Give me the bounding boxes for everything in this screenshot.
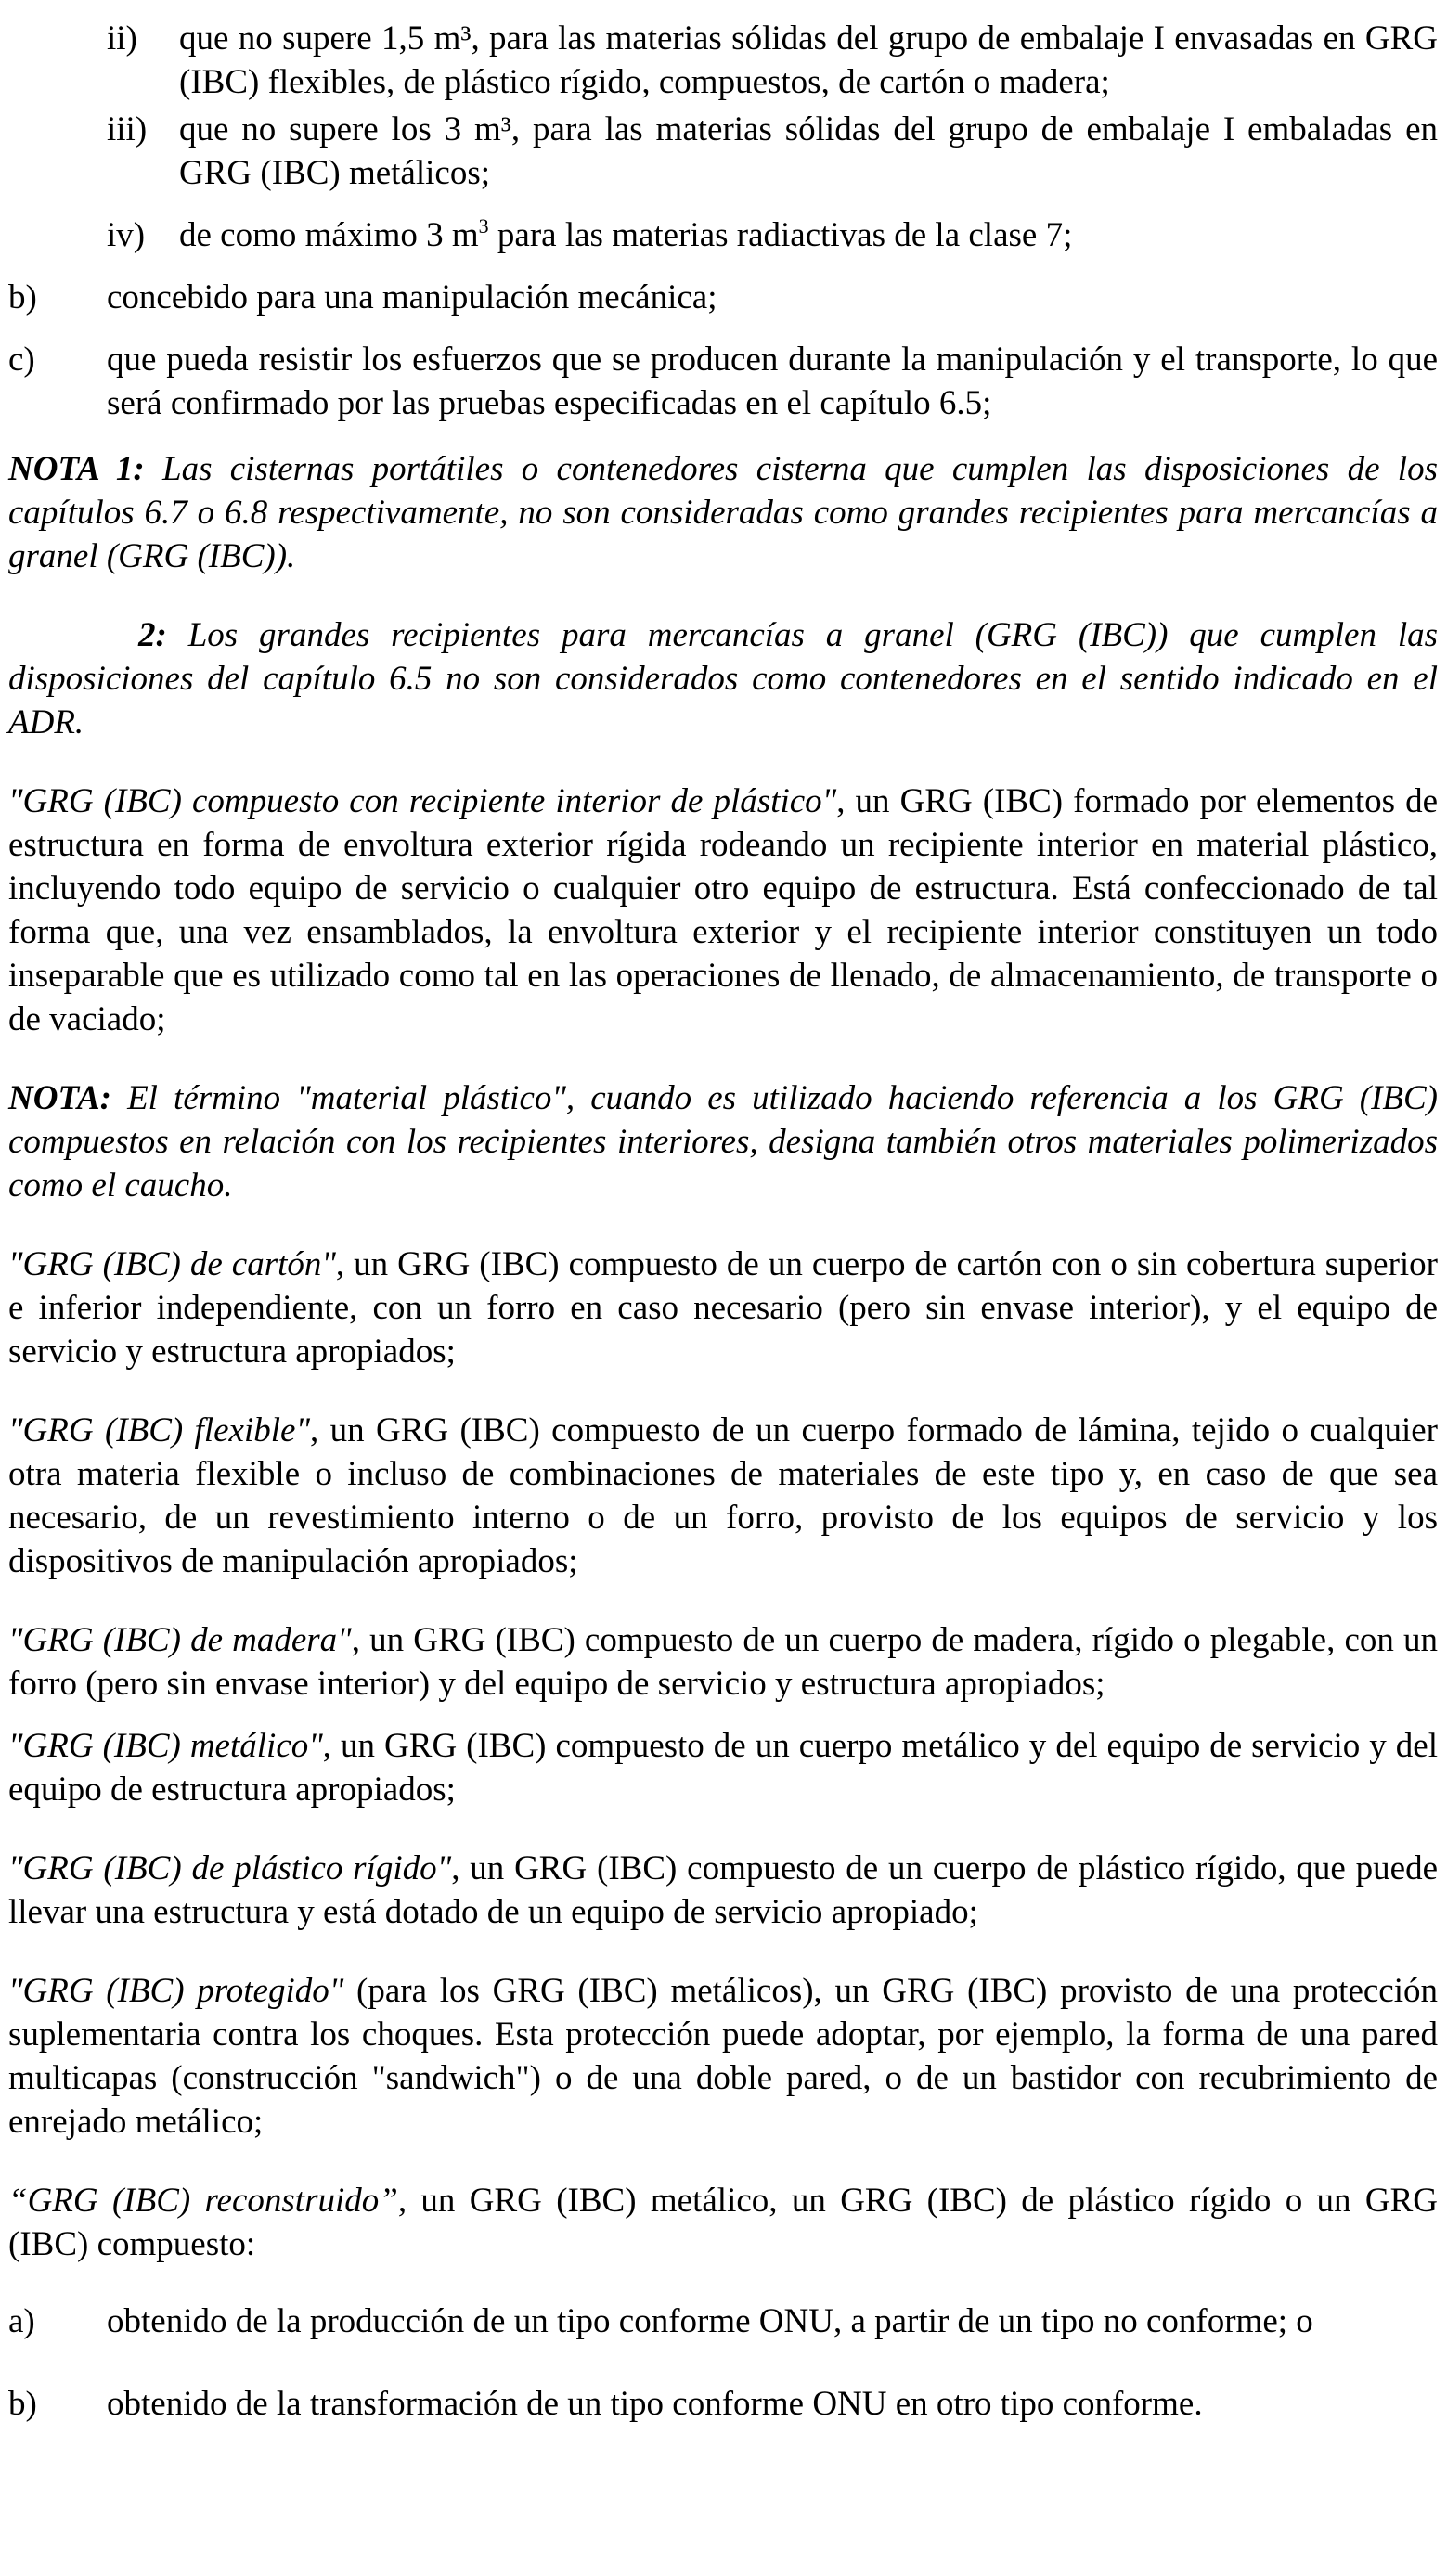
definition-metalico [8, 1724, 1438, 1811]
definition-text: , un GRG (IBC) metálico, un GRG (IBC) de plástico rígido o un GRG (IBC) compuesto: [8, 2182, 1438, 2263]
list-item-c [8, 338, 1438, 425]
definition-madera [8, 1618, 1438, 1706]
note-text: Los grandes recipientes para mercancías a granel (GRG (IBC)) que cumplen las disposiciones del capítulo 6.5 no son considerados como contenedores en el sentido indicado en el ADR. [8, 616, 1438, 741]
list-marker: a) [8, 2302, 35, 2340]
list-text: concebido para una manipulación mecánica; [107, 278, 717, 316]
document-page [8, 17, 1438, 2426]
list-text: de como máximo 3 $m^3$ para las materias radiactivas de la clase 7; [179, 214, 1073, 254]
superscript: 3 [478, 214, 489, 238]
list-item-a [8, 2299, 1438, 2343]
list-text: obtenido de la transformación de un tipo conforme ONU en otro tipo conforme. [107, 2385, 1203, 2423]
note-text: El término "material plástico", cuando es utilizado haciendo referencia a los GRG (IBC) compuestos en relación con los recipientes interiores, designa también otros materiales polimerizados como el caucho. [8, 1079, 1438, 1204]
definition-text: , un GRG (IBC) compuesto de un cuerpo formado de lámina, tejido o cualquier otra materia flexible o incluso de combinaciones de materiales de este tipo y, en caso de que sea necesario, de un revestimiento interno o de un forro, provisto de los equipos de servicio y los dispositivos de manipulación apropiados; [8, 1411, 1439, 1580]
definition-protegido [8, 1969, 1438, 2144]
definition-term: "GRG (IBC) metálico" [8, 1727, 323, 1765]
list-item-iv [8, 213, 1438, 257]
note-label: 2: [138, 616, 167, 654]
definition-term: "GRG (IBC) flexible" [8, 1411, 310, 1449]
list-item-b [8, 276, 1438, 319]
list-text: que no supere los 3 m³, para las materias sólidas del grupo de embalaje I embaladas en GRG (IBC) metálicos; [179, 110, 1438, 192]
list-marker: c) [8, 341, 35, 379]
definition-term: "GRG (IBC) de cartón" [8, 1245, 336, 1283]
definition-compuesto [8, 779, 1438, 1041]
list-item-b-reconstruido [8, 2382, 1438, 2426]
note-label: NOTA 1: [8, 450, 145, 488]
definition-plastico-rigido [8, 1847, 1438, 1934]
definition-term: "GRG (IBC) protegido" [8, 1972, 344, 2010]
definition-text: , un GRG (IBC) compuesto de un cuerpo metálico y del equipo de servicio y del equipo de estructura apropiados; [8, 1727, 1438, 1809]
list-marker: iv) [107, 216, 146, 254]
list-text: que pueda resistir los esfuerzos que se producen durante la manipulación y el transporte, lo que será confirmado por las pruebas especificadas en el capítulo 6.5; [107, 341, 1438, 422]
note-1 [8, 447, 1438, 578]
definition-text: , un GRG (IBC) compuesto de un cuerpo de plástico rígido, que puede llevar una estructura y está dotado de un equipo de servicio apropiado; [8, 1849, 1438, 1931]
note-material-plastico [8, 1076, 1438, 1207]
list-marker: ii) [107, 19, 137, 58]
list-marker: iii) [107, 110, 148, 148]
definition-text: , un GRG (IBC) formado por elementos de estructura en forma de envoltura exterior rígida rodeando un recipiente interior en material plástico, incluyendo todo equipo de servicio o cualquier otro equipo de estructura. Está confeccionado de tal forma que, una vez ensamblados, la envoltura exterior y el recipiente interior constituyen un todo inseparable que es utilizado como tal en las operaciones de llenado, de almacenamiento, de transporte o de vaciado; [8, 782, 1438, 1038]
definition-term: "GRG (IBC) compuesto con recipiente interior de plástico" [8, 782, 837, 820]
note-2 [8, 613, 1438, 744]
list-text: obtenido de la producción de un tipo conforme ONU, a partir de un tipo no conforme; o [107, 2302, 1313, 2340]
definition-carton [8, 1243, 1438, 1373]
list-text: que no supere 1,5 m³, para las materias sólidas del grupo de embalaje I envasadas en GRG (IBC) flexibles, de plástico rígido, compuestos, de cartón o madera; [179, 19, 1438, 101]
note-label: NOTA: [8, 1079, 111, 1117]
list-marker: b) [8, 278, 37, 316]
definition-term: "GRG (IBC) de madera" [8, 1621, 352, 1659]
list-item-iii [8, 108, 1438, 195]
definition-text: , un GRG (IBC) compuesto de un cuerpo de madera, rígido o plegable, con un forro (pero sin envase interior) y del equipo de servicio y estructura apropiados; [8, 1621, 1438, 1703]
definition-term: “GRG (IBC) reconstruido” [8, 2182, 398, 2220]
definition-flexible [8, 1409, 1438, 1583]
definition-text: , un GRG (IBC) compuesto de un cuerpo de cartón con o sin cobertura superior e inferior independiente, con un forro en caso necesario (pero sin envase interior), y el equipo de servicio y estructura apropiados; [8, 1245, 1438, 1371]
list-marker: b) [8, 2385, 37, 2423]
list-item-ii [8, 17, 1438, 104]
note-text: Las cisternas portátiles o contenedores cisterna que cumplen las disposiciones de los capítulos 6.7 o 6.8 respectivamente, no son consideradas como grandes recipientes para mercancías a granel (GRG (IBC)). [8, 450, 1438, 575]
definition-reconstruido [8, 2179, 1438, 2266]
definition-term: "GRG (IBC) de plástico rígido" [8, 1849, 452, 1887]
definition-text: (para los GRG (IBC) metálicos), un GRG (IBC) provisto de una protección suplementaria contra los choques. Esta protección puede adoptar, por ejemplo, la forma de una pared multicapas (construcción "sandwich") o de una doble pared, o de un bastidor con recubrimiento de enrejado metálico; [8, 1972, 1438, 2141]
